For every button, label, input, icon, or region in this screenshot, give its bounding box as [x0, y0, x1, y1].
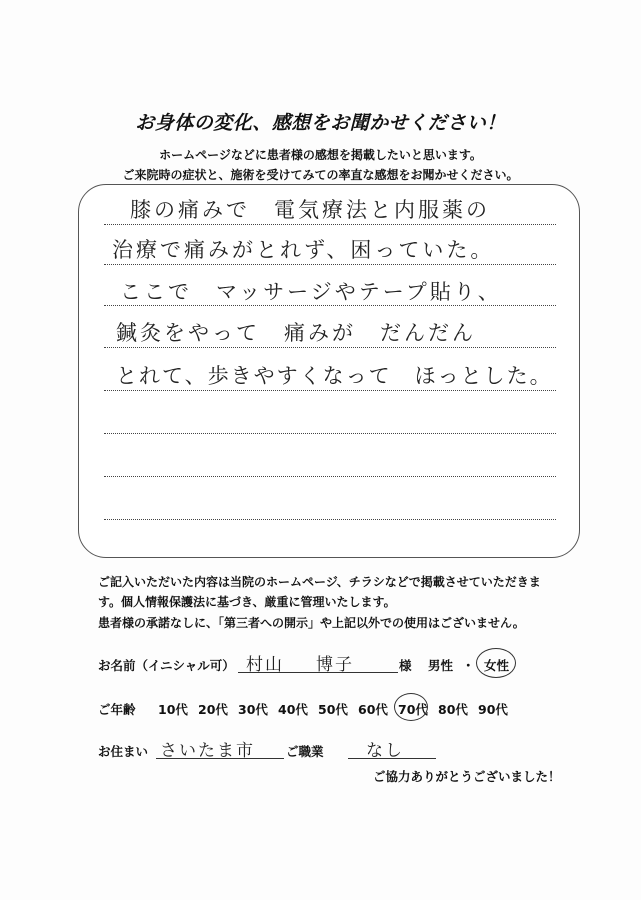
handwritten-line-1: 膝の痛みで 電気療法と内服薬の — [130, 198, 490, 222]
handwritten-line-5: とれて、歩きやすくなって ほっとした。 — [116, 364, 553, 388]
ruled-line — [104, 224, 556, 225]
age-option-40[interactable]: 40代 — [278, 702, 308, 717]
age-option-30[interactable]: 30代 — [238, 702, 268, 717]
age-option-70[interactable] — [398, 700, 428, 718]
ruled-line — [104, 433, 556, 434]
age-option-50[interactable]: 50代 — [318, 702, 348, 717]
notice-text-2: す。個人情報保護法に基づき、厳重に管理いたします。 — [98, 595, 396, 609]
occupation-field[interactable]: なし — [366, 741, 404, 761]
form-title: お身体の変化、感想をお聞かせください！ — [135, 112, 506, 134]
gender-female-option[interactable]: 女性 — [484, 658, 510, 673]
intro-text-1: ホームページなどに患者様の感想を掲載したいと思います。 — [159, 148, 482, 162]
occupation-label: ご職業 — [286, 744, 324, 759]
selected-circle-mark — [476, 648, 516, 678]
age-option-60[interactable]: 60代 — [358, 702, 388, 717]
ruled-line — [104, 305, 556, 306]
address-underline — [156, 758, 284, 759]
occupation-underline — [348, 758, 436, 759]
name-label: お名前（イニシャル可） — [98, 658, 235, 673]
thanks-message: ご協力ありがとうございました！ — [373, 769, 561, 784]
age-label: ご年齢 — [98, 702, 136, 717]
name-underline — [238, 672, 398, 673]
age-option-90[interactable]: 90代 — [478, 702, 508, 717]
handwritten-line-3: ここで マッサージやテープ貼り、 — [120, 280, 502, 304]
name-field-surname[interactable]: 村山 — [246, 655, 284, 675]
selected-circle-mark — [394, 693, 428, 721]
age-option-20[interactable]: 20代 — [198, 702, 228, 717]
honorific-label: 様 — [399, 658, 412, 673]
address-label: お住まい — [98, 744, 149, 759]
intro-text-2: ご来院時の症状と、施術を受けてみての率直な感想をお聞かせください。 — [122, 168, 519, 182]
ruled-line — [104, 347, 556, 348]
gender-separator: ・ — [462, 658, 475, 673]
name-field-given[interactable]: 博子 — [316, 655, 354, 675]
ruled-line — [104, 264, 556, 265]
handwritten-line-4: 鍼灸をやって 痛みが だんだん — [116, 321, 476, 345]
gender-male-option[interactable]: 男性 — [428, 658, 454, 673]
handwritten-line-2: 治療で痛みがとれず、困っていた。 — [112, 238, 495, 262]
age-option-70-label: 70代 — [398, 702, 428, 717]
notice-text-1: ご記入いただいた内容は当院のホームページ、チラシなどで掲載させていただきま — [98, 575, 541, 589]
notice-text-3: 患者様の承諾なしに、「第三者への開示」や上記以外での使用はございません。 — [98, 616, 525, 630]
address-field[interactable]: さいたま市 — [160, 741, 255, 761]
ruled-line — [104, 390, 556, 391]
age-option-80[interactable]: 80代 — [438, 702, 468, 717]
age-option-10[interactable]: 10代 — [158, 702, 188, 717]
ruled-line — [104, 476, 556, 477]
ruled-line — [104, 519, 556, 520]
